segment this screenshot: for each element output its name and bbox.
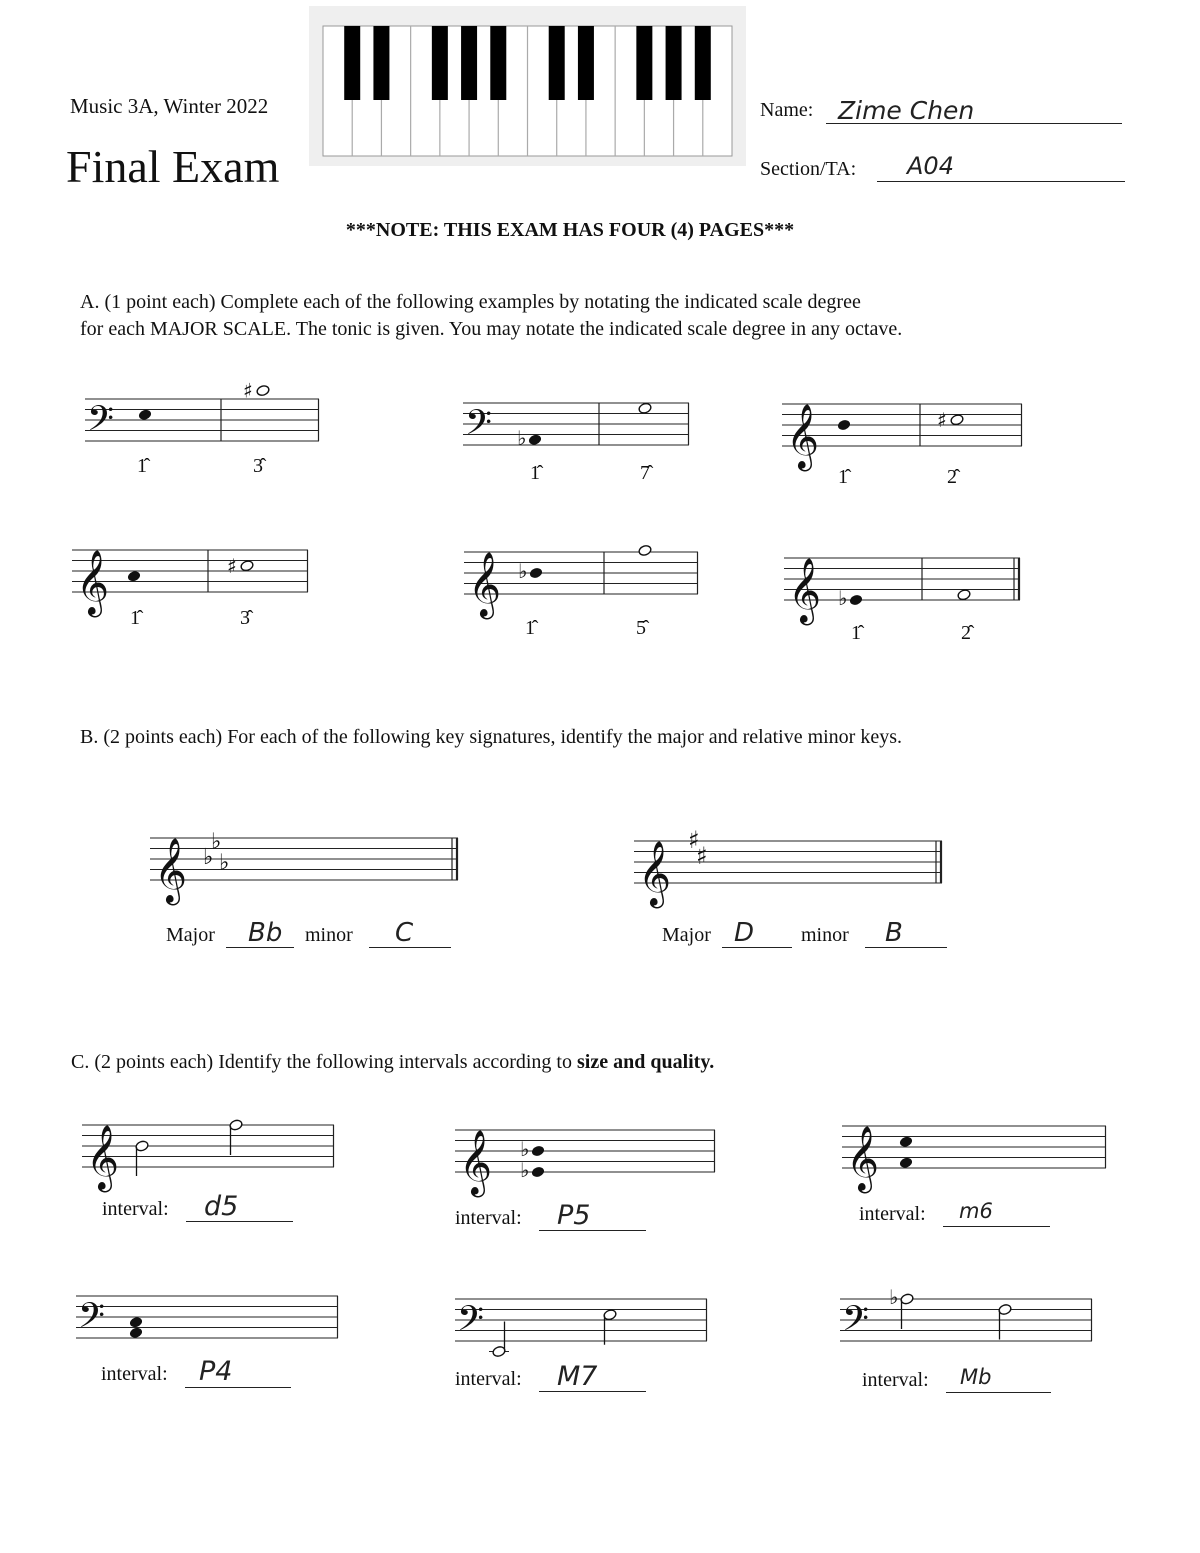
- hand-note: [240, 560, 254, 572]
- scale-degree-label: 3̂: [253, 455, 263, 477]
- hand-note: [950, 414, 964, 426]
- page-count-note: ***NOTE: THIS EXAM HAS FOUR (4) PAGES***: [345, 219, 795, 241]
- treble-clef-icon: 𝄞: [76, 550, 110, 615]
- scale-staff-6: [784, 558, 1020, 623]
- flat-icon: ♭: [518, 559, 528, 583]
- interval-staff-4: [76, 1295, 338, 1344]
- note-head: [849, 594, 864, 607]
- interval-answer-field[interactable]: [943, 1199, 1050, 1227]
- name-label: Name:: [760, 99, 814, 121]
- flat-icon: ♭: [520, 1158, 530, 1182]
- section-c-instructions: C. (2 points each) Identify the following intervals according to size and quality.: [71, 1051, 715, 1073]
- scale-degree-label: 5̂: [636, 617, 646, 639]
- note-head: [529, 567, 544, 580]
- scale-degree-label: 1̂: [137, 455, 147, 477]
- minor-answer-field[interactable]: [369, 920, 451, 948]
- section-field[interactable]: [877, 154, 1125, 182]
- treble-clef-icon: 𝄞: [459, 1130, 493, 1195]
- interval-staff-3: [842, 1126, 1106, 1191]
- scale-degree-label: 1̂: [130, 607, 140, 629]
- name-value: Zime Chen: [838, 96, 975, 125]
- key-signature-staff-2: [634, 826, 942, 906]
- note-head: [129, 1316, 144, 1329]
- interval-label: interval:: [862, 1369, 929, 1391]
- note-head: [531, 1166, 546, 1179]
- treble-clef-icon: 𝄞: [86, 1125, 120, 1190]
- course-label: Music 3A, Winter 2022: [70, 94, 269, 118]
- interval-staff-1: [82, 1125, 334, 1190]
- sharp-icon: ♯: [227, 553, 237, 578]
- major-label: Major: [166, 924, 215, 946]
- interval-label: interval:: [102, 1198, 169, 1220]
- note-head: [127, 570, 142, 583]
- interval-answer-field[interactable]: [946, 1365, 1051, 1393]
- interval-answer-field[interactable]: [185, 1356, 291, 1388]
- scale-degree-label: 3̂: [240, 607, 250, 629]
- scale-degree-label: 1̂: [530, 462, 540, 484]
- section-b-instructions: B. (2 points each) For each of the following key signatures, identify the major and relative minor keys.: [80, 726, 903, 748]
- interval-answer: M7: [557, 1361, 598, 1392]
- piano-keyboard-image: [309, 6, 746, 166]
- treble-clef-icon: 𝄞: [468, 552, 502, 617]
- flat-icon: ♭: [520, 1137, 530, 1161]
- major-label: Major: [662, 924, 711, 946]
- hand-note: [638, 544, 652, 556]
- note-head: [899, 1156, 914, 1169]
- flat-icon: ♭: [838, 586, 848, 610]
- interval-answer: P4: [199, 1356, 233, 1387]
- interval-answer-field[interactable]: [539, 1361, 646, 1392]
- interval-answer: P5: [557, 1200, 591, 1231]
- flat-icon: ♭: [211, 829, 222, 855]
- major-answer-field[interactable]: [722, 920, 792, 948]
- note-head: [528, 433, 543, 446]
- section-a-line-1: A. (1 point each) Complete each of the following examples by notating the indicated scale degree: [80, 291, 861, 313]
- bass-clef-icon: 𝄢: [842, 1298, 870, 1347]
- scale-degree-label: 1̂: [851, 622, 861, 644]
- scale-degree-label: 2̂: [961, 622, 971, 644]
- section-label: Section/TA:: [760, 158, 857, 180]
- sharp-icon: ♯: [243, 378, 253, 403]
- note-head: [129, 1326, 144, 1339]
- scale-staff-5: [464, 552, 698, 617]
- minor-answer-field[interactable]: [865, 920, 947, 948]
- minor-answer: C: [395, 918, 414, 948]
- hand-note: [638, 402, 652, 414]
- sharp-icon: ♯: [688, 826, 700, 854]
- note-head: [899, 1135, 914, 1148]
- major-answer: D: [734, 918, 755, 948]
- sharp-icon: ♯: [696, 841, 708, 870]
- treble-clef-icon: 𝄞: [788, 558, 822, 623]
- major-answer-field[interactable]: [226, 920, 294, 948]
- name-field[interactable]: [826, 98, 1122, 124]
- interval-label: interval:: [859, 1203, 926, 1225]
- interval-answer-field[interactable]: [186, 1191, 293, 1222]
- note-head: [837, 419, 852, 432]
- section-value: A04: [907, 152, 954, 180]
- scale-staff-4: [72, 550, 308, 615]
- section-a-line-2: for each MAJOR SCALE. The tonic is given. You may notate the indicated scale degree in any octave.: [80, 318, 903, 340]
- interval-staff-6: [840, 1285, 1092, 1347]
- scale-staff-2: [463, 402, 689, 451]
- interval-staff-2: [455, 1130, 715, 1195]
- treble-clef-icon: 𝄞: [846, 1126, 880, 1191]
- flat-icon: ♭: [889, 1285, 899, 1309]
- interval-answer: d5: [204, 1191, 239, 1222]
- sharp-icon: ♯: [937, 407, 947, 432]
- key-signature-staff-1: [150, 829, 458, 903]
- bass-clef-icon: 𝄢: [78, 1295, 106, 1344]
- scale-degree-label: 7̂: [640, 462, 650, 484]
- note-head: [531, 1145, 546, 1158]
- scale-staff-3: [782, 404, 1022, 469]
- section-a-instructions: [80, 289, 902, 343]
- bass-clef-icon: 𝄢: [457, 1298, 485, 1347]
- note-head: [138, 408, 153, 421]
- major-answer: Bb: [248, 918, 283, 948]
- scale-degree-label: 1̂: [838, 466, 848, 488]
- flat-icon: ♭: [219, 850, 230, 876]
- hand-note: [957, 589, 971, 601]
- treble-clef-icon: 𝄞: [638, 841, 672, 906]
- interval-label: interval:: [455, 1368, 522, 1390]
- bass-clef-icon: 𝄢: [87, 398, 115, 447]
- flat-icon: ♭: [517, 425, 527, 450]
- bass-clef-icon: 𝄢: [465, 402, 493, 451]
- interval-label: interval:: [101, 1363, 168, 1385]
- scale-degree-label: 1̂: [525, 617, 535, 639]
- scale-degree-label: 2̂: [947, 466, 957, 488]
- treble-clef-icon: 𝄞: [154, 838, 188, 903]
- exam-title: Final Exam: [66, 141, 280, 192]
- minor-answer: B: [885, 918, 903, 948]
- interval-answer: Mb: [960, 1365, 992, 1389]
- minor-label: minor: [305, 924, 353, 946]
- flat-icon: ♭: [203, 845, 214, 870]
- treble-clef-icon: 𝄞: [786, 404, 820, 469]
- interval-staff-5: [455, 1298, 707, 1347]
- scale-staff-1: [85, 378, 319, 447]
- hand-note: [256, 384, 270, 396]
- interval-answer: m6: [959, 1199, 993, 1223]
- interval-label: interval:: [455, 1207, 522, 1229]
- interval-answer-field[interactable]: [539, 1200, 646, 1231]
- minor-label: minor: [801, 924, 849, 946]
